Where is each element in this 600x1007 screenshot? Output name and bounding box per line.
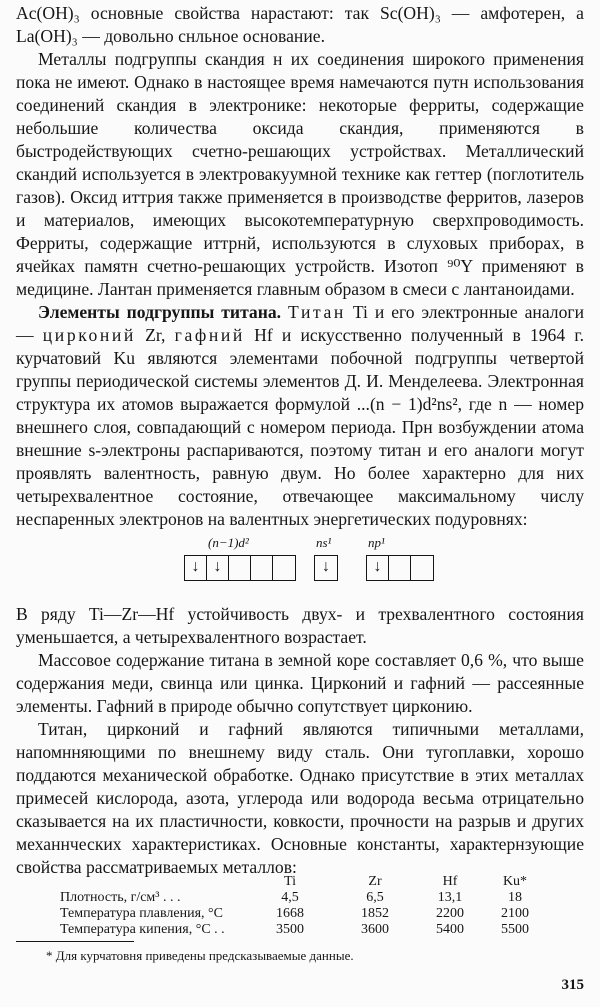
orbital-label-s: ns¹ <box>316 535 332 550</box>
orbital-label-d: (n−1)d² <box>208 535 249 550</box>
paragraph-scandium-uses: Металлы подгруппы скандия н их соединения широкого применения пока не имеют. Однако в настоящее время намечаются путн использования соединений скандия в электронике: некоторые ферриты, содержащие небольшие количества оксида скандия, применяются в быстродействующих счетно-решающих устройствах. Металлический скандий используется в электровакуумной технике как геттер (поглотитель газов). Оксид иттрия также применяется в производстве ферритов, лазеров и материалов, имеющих высокотемпературную сверхпроводимость. Ферриты, содержащие иттрнй, используются в слуховых приборах, в ячейках памятн счетно-решающих устройств. Изотоп ⁹⁰Y применяют в медицине. Лантан применяется главным образом в смеси с лантаноидами. <box>16 49 584 299</box>
orbital-cell: ↓ <box>322 558 330 575</box>
table-cell: 1668 <box>276 906 304 921</box>
column-header: Hf <box>442 874 458 889</box>
table-cell: 2200 <box>436 906 464 921</box>
orbital-cell <box>389 556 411 580</box>
footnote-divider <box>16 941 134 942</box>
section-heading: Элементы подгруппы титана. <box>38 302 282 322</box>
table-cell: 18 <box>508 890 522 905</box>
paragraph-stability: В ряду Ti—Zr—Hf устойчивость двух- и трехвалентного состояния уменьшается, а четырехвалентного возрастает. <box>16 604 584 647</box>
row-label: Плотность, г/см³ . . . <box>60 890 181 905</box>
orbital-cell: ↓ <box>207 556 229 580</box>
paragraph-abundance: Массовое содержание титана в земной коре составляет 0,6 %, что выше содержания меди, свинца или цинка. Цирконий и гафний — рассеянные элементы. Гафний в природе обычно сопутствует цирконию. <box>16 650 584 716</box>
s-orbital-cells <box>314 555 338 581</box>
p-orbital-cells <box>366 555 434 581</box>
orbital-cell <box>273 556 295 580</box>
orbital-cell <box>411 556 433 580</box>
paragraph-titanium-subgroup: Элементы подгруппы титана. Титан Ti и его электронные аналоги — цирконий Zr, гафний Hf и искусственно полученный в 1964 г. курчатовий Ku являются элементами побочной подгруппы четвертой группы периодической системы элементов Д. И. Менделеева. Электронная структура их атомов выражается формулой ...(n − 1)d²ns², где n — номер внешнего слоя, совпадающий с номером периода. Прн возбуждении атома внешние s-электроны распариваются, поэтому титан и его аналоги могут проявлять валентность, равную двум. Но более характерно для них четырехвалентное состояние, отвечающее максимальному числу неспаренных электронов на валентных энергетических подуровнях: <box>16 302 585 529</box>
orbital-label-p: np¹ <box>368 535 385 550</box>
table-cell: 3500 <box>276 922 304 937</box>
orbital-cell: ↓ <box>185 556 207 580</box>
paragraph-intro: Ac(OH)₃ основные свойства нарастают: так Sc(OH)₃ — амфотерен, а La(OH)₃ — довольно снльное основание. <box>16 3 584 46</box>
body-text <box>16 2 584 879</box>
table-cell: 3600 <box>361 922 389 937</box>
paragraph-properties: Титан, цирконий и гафний являются типичными металлами, напомнняющими по внешнему виду сталь. Они тугоплавки, хорошо поддаются механической обработке. Однако присутствие в этих металлах примесей кислорода, азота, углерода или водорода весьма отрицательно сказывается на их пластичности, ковкости, прочности на разрыв и других механнческих характеристиках. Основные константы, характернзующие свойства рассматриваемых металлов: <box>16 719 584 877</box>
d-orbital-cells <box>184 555 296 581</box>
table-cell: 2100 <box>501 906 529 921</box>
row-label: Температура кипения, °C . . <box>60 922 225 937</box>
table-cell: 1852 <box>361 906 389 921</box>
column-header: Ti <box>284 874 296 889</box>
table-cell: 4,5 <box>281 890 299 905</box>
table-cell: 6,5 <box>366 890 384 905</box>
table-cell: 13,1 <box>437 890 463 905</box>
orbital-diagram <box>16 531 584 603</box>
table-cell: 5400 <box>436 922 464 937</box>
row-label: Температура плавления, °C <box>60 906 223 921</box>
page-number: 315 <box>561 977 584 993</box>
orbital-cell: ↓ <box>367 556 389 580</box>
footnote: * Для курчатовня приведены предсказываемые данные. <box>46 948 354 963</box>
orbital-cell <box>229 556 251 580</box>
orbital-cell <box>251 556 273 580</box>
column-header: Ku* <box>502 874 528 889</box>
column-header: Zr <box>368 874 382 889</box>
table-cell: 5500 <box>501 922 529 937</box>
